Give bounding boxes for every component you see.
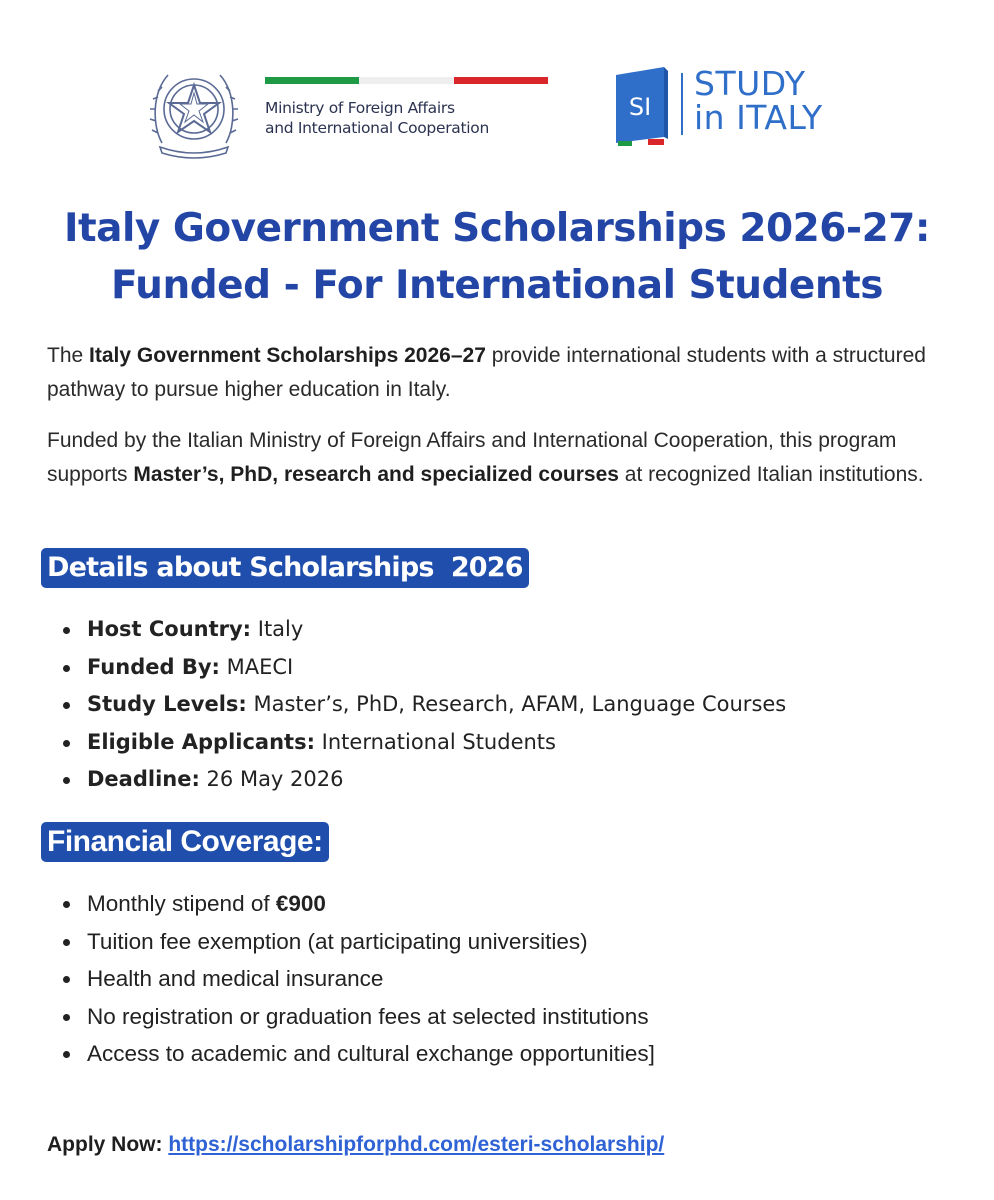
detail-label: Funded By:	[87, 654, 220, 679]
study-italy-book-icon	[614, 67, 670, 145]
page-title	[0, 200, 994, 314]
detail-value: Italy	[251, 617, 304, 641]
coverage-text: No registration or graduation fees at selected institutions	[87, 1003, 649, 1029]
coverage-text: Monthly stipend of	[87, 891, 276, 916]
svg-text:SI: SI	[628, 93, 652, 121]
list-item	[60, 761, 786, 799]
list-item	[60, 923, 655, 961]
list-item	[60, 960, 655, 998]
ministry-name-line1: Ministry of Foreign Affairs	[265, 99, 455, 117]
coverage-text: Access to academic and cultural exchange opportunities]	[87, 1041, 655, 1066]
title-line2: Funded - For International Students	[110, 263, 884, 308]
intro-paragraph-2	[47, 424, 937, 492]
ministry-name-line2: and International Cooperation	[265, 119, 489, 137]
list-item	[60, 686, 786, 724]
intro-paragraph-1	[47, 339, 937, 407]
details-heading: Details about Scholarships 2026	[41, 548, 529, 588]
detail-value: 26 May 2026	[199, 767, 344, 791]
detail-value: MAECI	[219, 654, 294, 679]
list-item	[60, 611, 786, 649]
intro-bold-text: Italy Government Scholarships 2026–27	[89, 344, 486, 367]
study-italy-line2: in ITALY	[694, 98, 823, 137]
coverage-text: Tuition fee exemption (at participating universities)	[87, 928, 588, 954]
detail-label: Eligible Applicants:	[87, 729, 315, 754]
details-list	[60, 611, 786, 799]
intro-text: The	[47, 344, 90, 367]
italian-emblem-icon	[148, 63, 240, 159]
logo-divider	[678, 73, 683, 135]
list-item	[60, 649, 786, 687]
title-line1: Italy Government Scholarships 2026-27:	[64, 206, 930, 251]
coverage-text: Health and medical insurance	[87, 966, 384, 991]
list-item	[60, 1035, 655, 1073]
detail-label: Deadline:	[87, 767, 200, 791]
list-item	[60, 998, 655, 1036]
intro-text: at recognized Italian institutions.	[618, 463, 924, 486]
study-italy-line1: STUDY	[694, 64, 806, 103]
detail-label: Study Levels:	[87, 692, 247, 716]
apply-link[interactable]: https://scholarshipforphd.com/esteri-scholarship/	[168, 1133, 665, 1156]
ministry-logo	[265, 77, 550, 138]
logo-header	[0, 55, 994, 165]
list-item	[60, 885, 655, 923]
apply-now-label: Apply Now:	[47, 1133, 169, 1156]
italian-flag-bar	[265, 77, 548, 84]
coverage-bold: €900	[275, 891, 326, 916]
detail-value: Master’s, PhD, Research, AFAM, Language Courses	[246, 692, 787, 716]
intro-text: Funded by the Italian Ministry of Foreign Affairs and International Cooperation, this program supports	[47, 429, 897, 486]
intro-text: provide international students with a structured pathway to pursue higher education in Italy.	[47, 344, 926, 401]
list-item	[60, 724, 786, 762]
study-in-italy-logo	[614, 65, 844, 155]
coverage-list	[60, 885, 655, 1073]
intro-bold-text: Master’s, PhD, research and specialized courses	[133, 463, 619, 486]
apply-now-line	[47, 1128, 664, 1162]
detail-label: Host Country:	[87, 617, 252, 641]
detail-value: International Students	[314, 729, 556, 754]
financial-coverage-heading: Financial Coverage:	[41, 822, 329, 862]
